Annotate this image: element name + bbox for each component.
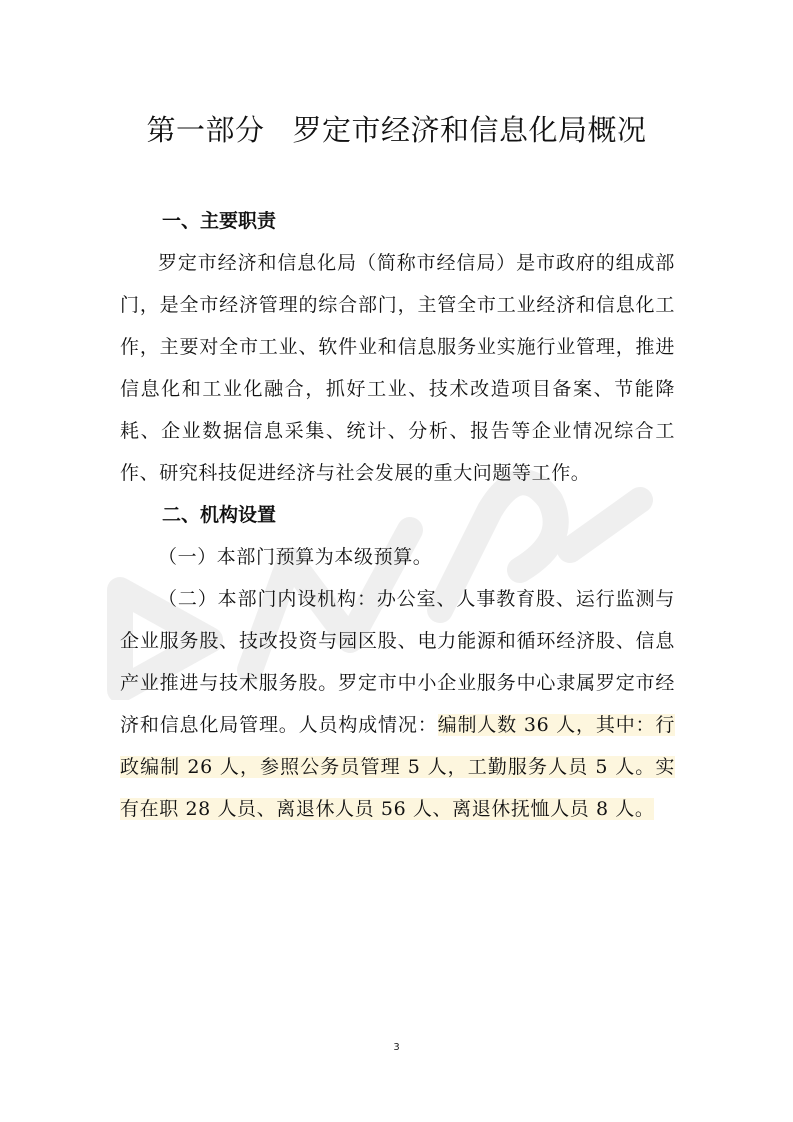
document-body — [120, 200, 675, 830]
section-heading-main-duties: 一、主要职责 — [162, 210, 277, 232]
page-title — [0, 108, 793, 149]
title-name: 罗定市经济和信息化局概况 — [292, 113, 647, 147]
institutions-paragraph — [120, 578, 675, 830]
duties-paragraph: 罗定市经济和信息化局（简称市经信局）是市政府的组成部门，是全市经济管理的综合部门，主管全市工业经济和信息化工作，主要对全市工业、软件业和信息服务业实施行业管理，推进信息化和工业化融合，抓好工业、技术改造项目备案、节能降耗、企业数据信息采集、统计、分析、报告等企业情况综合工作、研究科技促进经济与社会发展的重大问题等工作。 — [120, 252, 675, 484]
title-part: 第一部分 — [146, 113, 265, 147]
institutions-text: （二）本部门内设机构：办公室、人事教育股、运行监测与企业服务股、技改投资与园区股、电力能源和循环经济股、信息产业推进与技术服务股。罗定市中小企业服务中心隶属罗定市经济和信息化局管理。人员构成情况： — [120, 588, 675, 736]
staffing-highlight: 编制人数 36 人，其中：行政编制 26 人，参照公务员管理 5 人，工勤服务人员 5 人。实有在职 28 人员、离退休人员 56 人、离退休抚恤人员 8 人。 — [120, 714, 675, 820]
page-number: 3 — [393, 1042, 400, 1053]
budget-level-paragraph: （一）本部门预算为本级预算。 — [158, 546, 433, 568]
section-heading-organization: 二、机构设置 — [162, 504, 277, 526]
